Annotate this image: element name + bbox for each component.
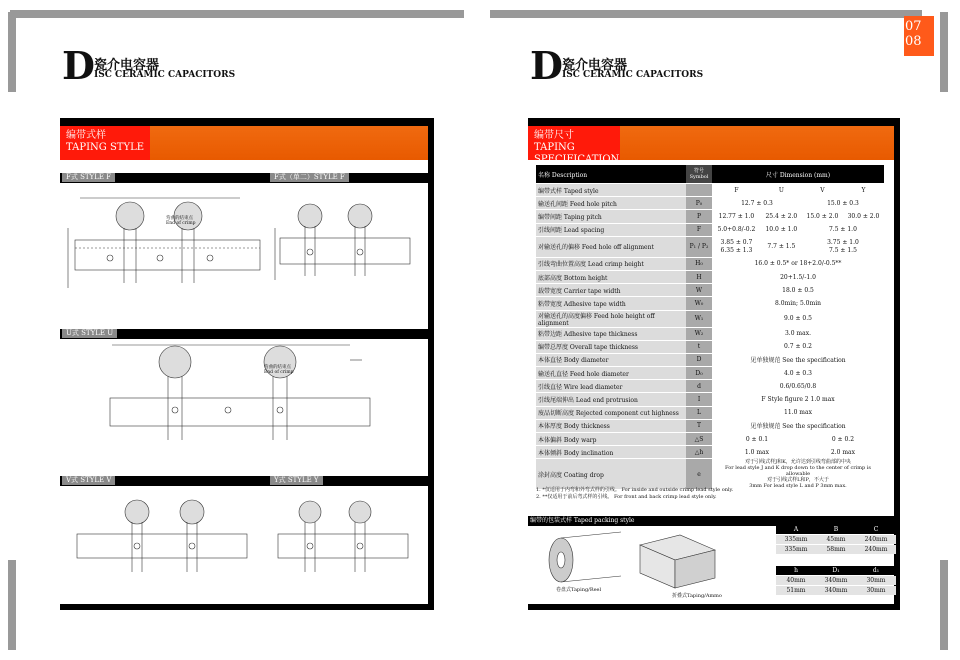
row-sym [686, 184, 712, 196]
row-desc: 粘带宽度 Adhesive tape width [536, 297, 686, 309]
row-desc: 本体偏斜 Body warp [536, 433, 686, 445]
row-desc: 载带宽度 Carrier tape width [536, 284, 686, 296]
row-val-line: For lead style J and K drop down to the center of crimp is allowable [725, 465, 871, 478]
row-desc: 粘带边距 Adhesive tape thickness [536, 328, 686, 340]
row-sym: L [686, 407, 712, 419]
spec-row [536, 407, 884, 419]
row-desc: 底部高度 Bottom height [536, 271, 686, 283]
row-val-part: or [791, 260, 798, 268]
section-title-cn: 编带尺寸 [534, 130, 574, 141]
packing-row [776, 535, 896, 544]
spec-row [536, 271, 884, 283]
row-val: 15.0 ± 0.3 [827, 199, 859, 207]
row-desc: 引线弯曲位置高度 Lead crimp height [536, 258, 686, 270]
packing-cell: 45mm [816, 535, 856, 544]
header-title-cn: 瓷介电容器 [562, 58, 628, 73]
section-title-cn: 编带式样 [66, 130, 106, 141]
row-val-line: 3.75 ± 1.0 [827, 238, 859, 246]
packing-header: h [776, 566, 816, 575]
row-val [802, 237, 884, 257]
packing-row [776, 586, 896, 595]
header-title-en: ISC CERAMIC CAPACITORS [562, 70, 704, 80]
row-sym: D₀ [686, 367, 712, 379]
row-sym: △h [686, 446, 712, 458]
packing-cell: 240mm [856, 545, 896, 554]
row-val: 7.5 ± 1.0 [828, 226, 857, 234]
packing-header: B [816, 525, 856, 534]
header-title-en: ISC CERAMIC CAPACITORS [94, 70, 236, 80]
spec-row [536, 367, 884, 379]
row-sym: P [686, 210, 712, 222]
panel-bottom-bar [528, 604, 900, 610]
spec-row [536, 184, 884, 196]
packing-cell: 30mm [856, 586, 896, 595]
row-val: 0 ± 0.1 [745, 435, 769, 443]
crimp-note-cn: 弯曲的结束点 [166, 216, 193, 221]
style-bar [60, 173, 428, 183]
row-val [712, 459, 884, 489]
packing-cell: 40mm [776, 576, 816, 585]
style-f2-drawing [270, 188, 430, 318]
crimp-note-cn: 弯曲的结束点 [264, 365, 291, 370]
row-desc: 引线尾端伸出 Lead end protrusion [536, 393, 686, 405]
header-dimension: 尺寸 Dimension (mm) [712, 165, 884, 183]
section-band [576, 126, 894, 160]
row-val: 20+1.5/-1.0 [780, 273, 816, 281]
row-val: F [734, 186, 739, 194]
row-val-line: 对于引线式样J和K，允许达到引线弯曲部的中央 [745, 459, 851, 466]
row-val: 18.0 ± 0.5 [782, 286, 814, 294]
row-val-line: 7.5 ± 1.5 [828, 246, 857, 254]
packing-header: D₁ [816, 566, 856, 575]
row-desc: 引线间距 Lead spacing [536, 224, 686, 236]
packing-cell: 335mm [776, 545, 816, 554]
section-title-en: TAPING STYLE [66, 142, 145, 153]
row-val: 9.0 ± 0.5 [784, 315, 812, 322]
corner-bar [490, 10, 922, 18]
corner-bar [8, 12, 16, 92]
spec-row [536, 354, 884, 366]
packing-cell: 58mm [816, 545, 856, 554]
packing-title: 编带的包装式样 Taped packing style [530, 517, 635, 524]
reel-drawing [536, 530, 626, 590]
row-val: 3.0 max. [784, 330, 811, 338]
row-desc: 输送孔直径 Feed hole diameter [536, 367, 686, 379]
spec-row [536, 420, 884, 432]
row-val: 见单独规范 See the specification [750, 423, 846, 431]
row-sym: W₂ [686, 328, 712, 340]
row-desc: 涂封高度 Coating drop [536, 459, 686, 489]
style-f-tag: F式 STYLE F [62, 173, 115, 182]
page-number-top: 07 [905, 19, 922, 34]
row-val: Y [861, 186, 866, 194]
spec-table [536, 164, 884, 490]
row-val-part: 16.0 ± 0.5* [754, 260, 790, 268]
row-val: 1.0 max [744, 448, 769, 456]
row-val: 0.7 ± 0.2 [784, 343, 812, 351]
row-sym: e [686, 459, 712, 489]
row-sym: H [686, 271, 712, 283]
packing-header-row [776, 566, 896, 575]
spec-row [536, 446, 884, 458]
crimp-note [264, 365, 294, 375]
corner-bar [10, 10, 464, 18]
packing-table-a [776, 524, 896, 555]
row-desc: 本体倾斜 Body inclination [536, 446, 686, 458]
spec-row [536, 197, 884, 209]
style-v-tag: V式 STYLE V [62, 476, 115, 485]
row-val-line: 6.35 ± 1.3 [720, 246, 753, 254]
row-val-line: 3mm For lead style L and P 3mm max. [749, 483, 847, 490]
header-symbol [686, 165, 712, 183]
packing-row [776, 545, 896, 554]
spec-row [536, 258, 884, 270]
row-val: 5.0+0.8/-0.2 [717, 226, 756, 234]
spec-row [536, 284, 884, 296]
row-val-line: 3.85 ± 0.7 [720, 238, 753, 246]
footnote: 1. *仅适用于内弯和外弯式样的引线。 For inside and outside crimp lead style only. [536, 487, 734, 493]
row-val: V [820, 186, 825, 194]
ammo-label: 折叠式Taping/Ammo [672, 593, 722, 599]
spec-row [536, 297, 884, 309]
row-val-part: 18+2.0/-0.5** [799, 260, 842, 268]
spec-row [536, 210, 884, 222]
row-desc: 编带总厚度 Overall tape thickness [536, 341, 686, 353]
style-u-drawing [100, 340, 400, 470]
reel-label: 卷盘式Taping/Reel [556, 587, 602, 593]
spec-row [536, 433, 884, 445]
row-val: 0.6/0.65/0.8 [779, 382, 817, 390]
spec-row [536, 328, 884, 340]
header-letter: D [530, 43, 563, 88]
spec-row [536, 393, 884, 405]
row-sym: t [686, 341, 712, 353]
section-title-box [528, 126, 620, 165]
panel-bottom-bar [60, 604, 434, 610]
section-band [108, 126, 428, 160]
row-val: 25.4 ± 2.0 [765, 212, 798, 220]
row-val [712, 237, 761, 257]
spec-header-row [536, 165, 884, 183]
row-val: 7.7 ± 1.5 [767, 243, 796, 251]
spec-row [536, 341, 884, 353]
section-title-box [60, 126, 150, 160]
row-val: 30.0 ± 2.0 [847, 212, 880, 220]
row-val: 12.77 ± 1.0 [718, 212, 755, 220]
footnotes [536, 487, 733, 501]
crimp-note-en: End of crimp [264, 370, 294, 375]
row-sym: d [686, 380, 712, 392]
packing-row [776, 576, 896, 585]
row-desc: 编带式样 Taped style [536, 184, 686, 196]
footnote: 2. **仅适用于前后弯式样的引线。 For front and back crimp lead style only. [536, 494, 717, 500]
row-sym: I [686, 393, 712, 405]
row-val: 10.0 ± 1.0 [765, 226, 798, 234]
row-val [712, 258, 884, 270]
row-val: F Style figure 2 1.0 max [761, 396, 835, 404]
header-title-cn: 瓷介电容器 [94, 58, 160, 73]
packing-cell: 30mm [856, 576, 896, 585]
style-f-drawing [60, 188, 270, 318]
spec-row [536, 380, 884, 392]
row-desc: 本体直径 Body diameter [536, 354, 686, 366]
row-sym: H₀ [686, 258, 712, 270]
header-description: 名称 Description [536, 165, 686, 183]
row-desc: 输送孔间距 Feed hole pitch [536, 197, 686, 209]
packing-cell: 240mm [856, 535, 896, 544]
spec-row [536, 237, 884, 257]
row-sym: W₀ [686, 297, 712, 309]
row-val: U [778, 186, 784, 194]
packing-cell: 340mm [816, 586, 856, 595]
row-val: 4.0 ± 0.3 [784, 369, 812, 377]
row-desc: 编带间距 Taping pitch [536, 210, 686, 222]
row-desc: 对输送孔的偏移 Feed hole off alignment [536, 237, 686, 257]
packing-table-b [776, 565, 896, 596]
style-f2-tag: F式（单二）STYLE F [270, 173, 349, 182]
spec-row [536, 224, 884, 236]
packing-header-row [776, 525, 896, 534]
style-u-tag: U式 STYLE U [62, 329, 117, 338]
packing-cell: 340mm [816, 576, 856, 585]
corner-bar [940, 560, 948, 650]
row-sym: △S [686, 433, 712, 445]
row-val: 见单独规范 See the specification [750, 357, 846, 365]
style-y-drawing [270, 492, 430, 592]
page-number-bottom: 08 [905, 34, 922, 49]
row-val-line: 对于引线式样L和P，不大于 [767, 477, 829, 484]
row-desc: 引线直径 Wire lead diameter [536, 380, 686, 392]
row-sym: P₁ / P₂ [686, 237, 712, 257]
corner-bar [8, 560, 16, 650]
row-sym: W [686, 284, 712, 296]
row-sym: W₁ [686, 311, 712, 327]
section-title-en: TAPING SPECIFICATION [534, 142, 620, 165]
row-sym: D [686, 354, 712, 366]
crimp-note-en: End of crimp [166, 221, 196, 226]
packing-header: A [776, 525, 816, 534]
row-val: 15.0 ± 2.0 [806, 212, 839, 220]
panel-top-bar [60, 118, 434, 126]
corner-bar [940, 12, 948, 92]
packing-header: d₁ [856, 566, 896, 575]
spec-row [536, 311, 884, 327]
style-v-drawing [62, 492, 262, 592]
row-val: 2.0 max [830, 448, 855, 456]
row-desc: 废品切断高度 Rejected component cut highness [536, 407, 686, 419]
header-symbol-en: Symbol [689, 174, 709, 180]
crimp-note [166, 216, 196, 226]
row-desc: 本体厚度 Body thickness [536, 420, 686, 432]
style-y-tag: Y式 STYLE Y [270, 476, 323, 485]
packing-header: C [856, 525, 896, 534]
row-sym: F [686, 224, 712, 236]
panel-top-bar [528, 118, 900, 126]
packing-cell: 51mm [776, 586, 816, 595]
row-val: 11.0 max [784, 409, 812, 417]
row-val: 0 ± 0.2 [831, 435, 855, 443]
ammo-drawing [630, 530, 720, 590]
row-val: 12.7 ± 0.3 [741, 199, 773, 207]
packing-cell: 335mm [776, 535, 816, 544]
row-sym: P₀ [686, 197, 712, 209]
spec-row [536, 459, 884, 489]
header-letter: D [62, 43, 95, 88]
row-desc: 对输送孔的高度偏移 Feed hole height off alignment [536, 311, 686, 327]
row-val: 8.0min; 5.0min [775, 299, 821, 307]
row-sym: T [686, 420, 712, 432]
header-symbol-cn: 符号 [693, 168, 704, 174]
